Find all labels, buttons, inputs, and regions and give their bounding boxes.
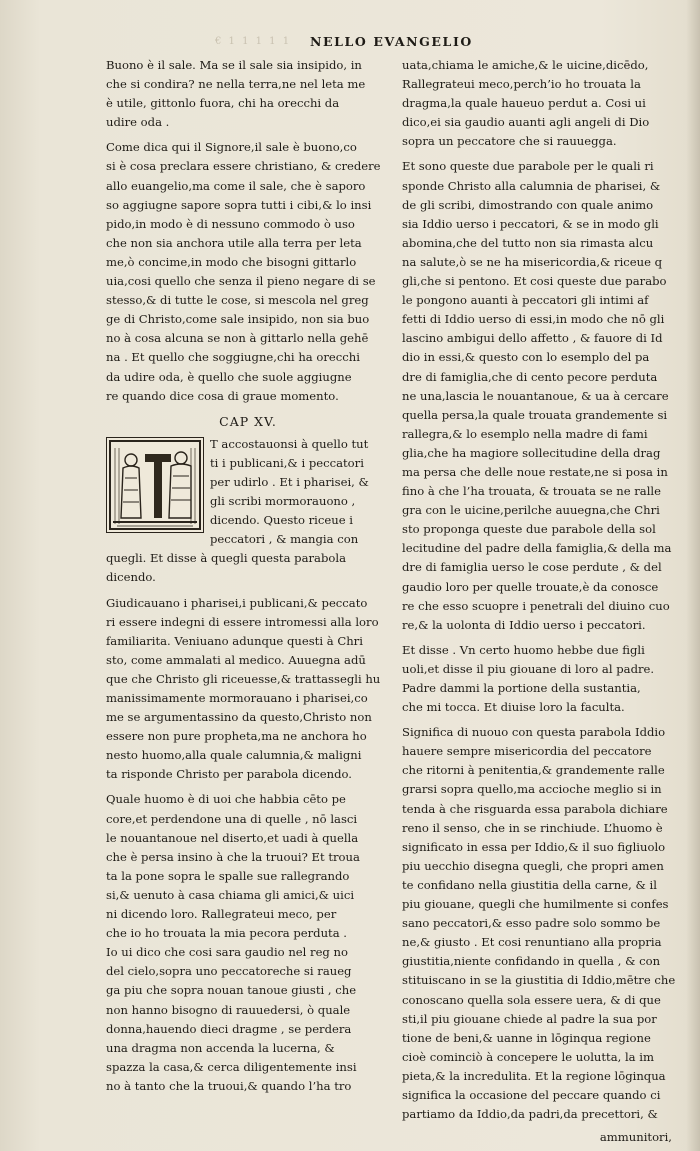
right-paragraph-1: uata,chiama le amiche,& le uicine,dicēdo, Rallegrateui meco,perch’io ho trouata la dragma,la quale haueuo perdut a. Cosi ui dico,ei sia gaudio auanti agli angeli di Dio sopra un peccatore che si rauuegga. bbox=[402, 58, 650, 149]
right-paragraph-2: Et sono queste due parabole per le quali ri sponde Christo alla calumnia de pharisei, & de gli scribi, dimostrando con quale animo sia Iddio uerso i peccatori, & se in modo gli abomina,che del tutto non sia rimasta alcu na salute,ò se ne ha misericordia,& riceue q gli,che si pentono. Et cosi queste due parabo le pongono auanti à peccatori gli intimi af fetti di Iddio uerso di essi,in modo che nō gli lascino ambigui dello affetto , & fauore di Id dio in essi,& questo con lo esemplo del pa dre di famiglia,che di cento pecore perduta ne una,lascia le nouantanoue, & ua à cercare quella persa,la quale trouata grandemente si rallegra,& lo esemplo nella madre di fami glia,che ha magiore sollecitudine della drag ma persa che delle noue restate,ne si posa in fino à che l’ha trouata, & trouata se ne ralle gra con le uicine,perilche auuegna,che Chri sto proponga queste due parabole della sol lecitudine del padre della famiglia,& della ma dre di famiglia uerso le cose perdute , & del gaudio loro per quelle trouate,è da conosce re che esso scuopre i penetrali del diuino cuo re,& la uolonta di Iddio uerso i peccatori. bbox=[402, 159, 672, 632]
left-paragraph-5: Quale huomo è di uoi che habbia cēto pe core,et perdendone una di quelle , nō lasci le nouantanoue nel diserto,et uadi à quella che è persa insino à che la truoui? Et troua ta la pone sopra le spalle sue rallegrando si,& uenuto à casa chiama gli amici,& uici ni dicendo loro. Rallegrateui meco, per che io ho trouata la mia pecora perduta . Io ui dico che cosi sara gaudio nel reg no del cielo,sopra uno peccatoreche si raueg ga piu che sopra nouan tanoue giusti , che non hanno bisogno di rauuedersi, ò quale donna,hauendo dieci dragme , se perdera una dragma non accenda la lucerna, & spazza la casa,& cerca diligentemente insi no à tanto che la truoui,& quando l’ha tro bbox=[106, 792, 360, 1093]
catchword: ammunitori, bbox=[599, 1130, 672, 1145]
faded-folio-number: € 1 1 1 1 1 bbox=[215, 36, 292, 47]
left-column bbox=[106, 56, 390, 1102]
left-paragraph-4: Giudicauano i pharisei,i publicani,& peccato ri essere indegni di essere intromessi alla loro familiarita. Veniuano adunque questi à Chri sto, come ammalati al medico. Auuegna adū que che Christo gli riceuesse,& trattassegli hu manissimamente mormorauano i pharisei,co me se argumentassino da questo,Christo non essere non pure propheta,ma ne anchora ho nesto huomo,alla quale calumnia,& maligni ta risponde Christo per parabola dicendo. bbox=[106, 595, 381, 782]
right-paragraph-3: Et disse . Vn certo huomo hebbe due figli uoli,et disse il piu giouane di loro al padre. Padre dammi la portione della sustantia, che mi tocca. Et diuise loro la faculta. bbox=[402, 642, 655, 715]
woodcut-initial bbox=[106, 437, 204, 533]
left-paragraph-3: T accostauonsi à quello tut ti i publicani,& i peccatori per udirlo . Et i pharisei, & gli scribi mormorauono , dicendo. Questo riceue i peccatori , & mangia con quegli. Et disse à quegli questa parabola dicendo. bbox=[106, 436, 369, 585]
right-paragraph-4: Significa di nuouo con questa parabola Iddio hauere sempre misericordia del peccatore che ritorni à penitentia,& grandemente ralle grarsi sopra quello,ma accioche meglio si in tenda à che risguarda essa parabola dichiare reno il senso, che in se rinchiude. L’huomo è significato in essa per Iddio,& il suo figliuolo piu uecchio disegna quegli, che propri amen te confidano nella giustitia della carne, & il piu giouane, quegli che humilmente si confes sano peccatori,& esso padre solo sommo be ne,& giusto . Et cosi renuntiano alla propria giustitia,niente confidando in quella , & con stituiscano in se la giustitia di Iddio,mētre che conoscano quella sola essere uera, & di que sti,il piu giouane chiede al padre la sua por tione de beni,& uanne in lōginqua regione cioè cominciò à concepere le uolutta, la im pieta,& la incredulita. Et la regione lōginqua significa la occasione del peccare quando ci partiamo da Iddio,da padri,da precettori, & bbox=[402, 725, 676, 1122]
chapter-heading: CAP XV. bbox=[219, 413, 277, 429]
right-column bbox=[402, 56, 678, 1147]
left-paragraph-2: Come dica qui il Signore,il sale è buono,co si è cosa preclara essere christiano, & credere allo euangelio,ma come il sale, che è saporo so aggiugne sapore sopra tutti i cibi,& lo insi pido,in modo è di nessuno commodo ò uso che non sia anchora utile alla terra per leta me,ò concime,in modo che bisogni gittarlo uia,cosi quello che senza il pieno negare di se stesso,& di tutte le cose, si mescola nel greg ge di Christo,come sale insipido, non sia buo no à cosa alcuna se non à gittarlo nella gehē na . Et quello che soggiugne,chi ha orecchi da udire oda, è quello che suole aggiugne re quando dice cosa di graue momento. bbox=[106, 140, 381, 403]
left-paragraph-1: Buono è il sale. Ma se il sale sia insipido, in che si condira? ne nella terra,ne nel leta me è utile, gittonlo fuora, chi ha orecchi da udire oda . bbox=[106, 58, 366, 130]
chapter-opening bbox=[106, 435, 390, 588]
woodcut-illustration-icon bbox=[106, 437, 204, 533]
running-head: NELLO EVANGELIO bbox=[310, 34, 473, 49]
